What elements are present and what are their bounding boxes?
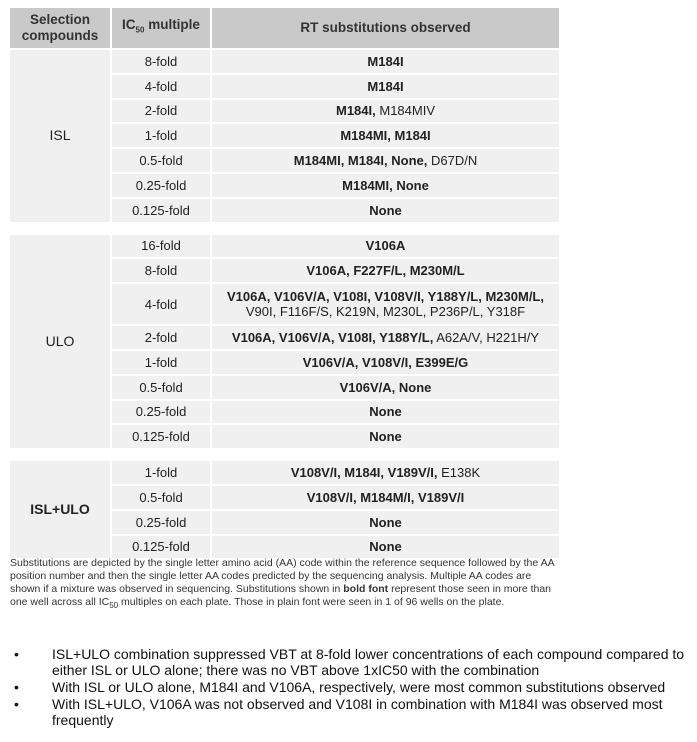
fold-cell: 4-fold xyxy=(112,75,210,98)
substitutions-cell xyxy=(212,100,559,123)
substitutions-plain: V90I, F116F/S, K219N, M230L, P236P/L, Y318F xyxy=(245,304,526,320)
header-ic50 xyxy=(112,8,210,48)
substitutions-cell xyxy=(212,50,559,73)
group-spacer xyxy=(10,450,559,459)
fold-cell: 0.125-fold xyxy=(112,199,210,222)
substitutions-cell xyxy=(212,75,559,98)
fold-cell: 16-fold xyxy=(112,235,210,258)
footnote-text-2: represent those seen in more than one well across all IC xyxy=(10,583,552,608)
table-row xyxy=(10,50,559,73)
substitutions-cell xyxy=(212,461,559,484)
bullet-text: With ISL+ULO, V106A was not observed and V108I in combination with M184I was observed most frequently xyxy=(52,696,663,728)
substitutions-bold: V108V/I, M184I, V189V/I, xyxy=(290,465,438,481)
substitutions-bold: V106A xyxy=(365,238,406,254)
substitutions-cell xyxy=(212,326,559,349)
substitutions-cell xyxy=(212,124,559,147)
fold-cell: 1-fold xyxy=(112,351,210,374)
substitutions-cell xyxy=(212,425,559,448)
substitutions-cell xyxy=(212,536,559,559)
group-name-cell: ISL+ULO xyxy=(10,461,110,558)
bullet-symbol: • xyxy=(14,696,19,712)
bullet-symbol: • xyxy=(14,646,19,662)
substitutions-plain: M184MIV xyxy=(375,103,435,119)
substitutions-table-container xyxy=(10,6,563,560)
fold-cell: 0.5-fold xyxy=(112,376,210,399)
fold-cell: 2-fold xyxy=(112,326,210,349)
substitutions-bold: None xyxy=(369,404,402,420)
substitutions-cell xyxy=(212,174,559,197)
fold-cell: 2-fold xyxy=(112,100,210,123)
fold-cell: 0.5-fold xyxy=(112,149,210,172)
bullet-item xyxy=(14,696,694,728)
table-footnote xyxy=(10,557,563,612)
substitutions-plain: A62A/V, H221H/Y xyxy=(433,330,540,346)
substitutions-bold: M184MI, None xyxy=(342,177,429,193)
substitutions-cell xyxy=(212,511,559,534)
fold-cell: 8-fold xyxy=(112,259,210,282)
header-substitutions-label: RT substitutions observed xyxy=(300,20,471,35)
bullet-symbol: • xyxy=(14,679,19,695)
footnote-sub: 50 xyxy=(109,601,119,611)
substitutions-bold: M184MI, M184I, None, xyxy=(293,153,428,169)
header-compounds-label: Selection compounds xyxy=(21,12,99,43)
substitutions-bold: V106V/A, None xyxy=(339,379,432,395)
fold-cell: 4-fold xyxy=(112,284,210,324)
footnote-bold-text: bold font xyxy=(343,583,389,595)
substitutions-table xyxy=(8,6,561,560)
substitutions-cell xyxy=(212,259,559,282)
substitutions-bold: None xyxy=(369,202,402,218)
substitutions-bold: None xyxy=(369,514,402,530)
substitutions-cell xyxy=(212,486,559,509)
substitutions-cell xyxy=(212,199,559,222)
header-substitutions xyxy=(212,8,559,48)
substitutions-cell xyxy=(212,401,559,424)
footnote-text-3: multiples on each plate. Those in plain font were seen in 1 of 96 wells on the plate. xyxy=(118,596,505,608)
footnote-text-1: Substitutions are depicted by the single letter amino acid (AA) code within the reference sequence followed by the AA position number and then the single letter AA codes predicted by the sequencing analysis. Multiple AA codes are shown if a mixture was observed in sequencing. Substitutions shown in xyxy=(10,557,554,595)
fold-cell: 0.125-fold xyxy=(112,425,210,448)
substitutions-bold: V108V/I, M184M/I, V189V/I xyxy=(306,489,465,505)
substitutions-cell xyxy=(212,284,559,324)
substitutions-bold: None xyxy=(369,539,402,555)
group-name-cell: ULO xyxy=(10,235,110,449)
fold-cell: 8-fold xyxy=(112,50,210,73)
group-spacer-cell xyxy=(10,224,559,233)
header-ic50-suffix: multiple xyxy=(144,17,200,33)
substitutions-bold: M184I, xyxy=(336,103,376,119)
header-ic50-prefix: IC xyxy=(122,17,136,33)
fold-cell: 1-fold xyxy=(112,124,210,147)
group-spacer xyxy=(10,224,559,233)
group-name-cell: ISL xyxy=(10,50,110,222)
fold-cell: 0.25-fold xyxy=(112,401,210,424)
substitutions-plain: D67D/N xyxy=(427,153,478,169)
table-row xyxy=(10,461,559,484)
substitutions-cell xyxy=(212,149,559,172)
fold-cell: 0.25-fold xyxy=(112,174,210,197)
bullet-item xyxy=(14,679,694,695)
substitutions-bold: V106A, V106V/A, V108I, V108V/I, Y188Y/L, M230M/L, xyxy=(227,289,544,305)
group-spacer-cell xyxy=(10,450,559,459)
substitutions-bold: M184MI, M184I xyxy=(340,128,431,144)
table-row xyxy=(10,235,559,258)
substitutions-cell xyxy=(212,351,559,374)
bullet-text: ISL+ULO combination suppressed VBT at 8-fold lower concentrations of each compound compared to either ISL or ULO alone; there was no VBT above 1xIC50 with the combination xyxy=(52,646,685,678)
substitutions-bold: M184I xyxy=(367,53,404,69)
substitutions-bold: V106A, F227F/L, M230M/L xyxy=(306,263,465,279)
substitutions-bold: None xyxy=(369,429,402,445)
substitutions-bold: V106V/A, V108V/I, E399E/G xyxy=(302,354,469,370)
substitutions-bold: M184I xyxy=(367,78,404,94)
substitutions-bold: V106A, V106V/A, V108I, Y188Y/L, xyxy=(231,330,434,346)
fold-cell: 1-fold xyxy=(112,461,210,484)
fold-cell: 0.125-fold xyxy=(112,536,210,559)
table-body xyxy=(10,50,559,558)
substitutions-cell xyxy=(212,376,559,399)
bullet-text: With ISL or ULO alone, M184I and V106A, respectively, were most common substitutions observed xyxy=(52,679,666,695)
substitutions-cell xyxy=(212,235,559,258)
header-compounds xyxy=(10,8,110,48)
fold-cell: 0.25-fold xyxy=(112,511,210,534)
fold-cell: 0.5-fold xyxy=(112,486,210,509)
substitutions-plain: E138K xyxy=(437,465,481,481)
header-ic50-sub: 50 xyxy=(135,25,145,35)
summary-bullets xyxy=(14,646,694,729)
bullet-item xyxy=(14,646,694,678)
header-row xyxy=(10,8,559,48)
